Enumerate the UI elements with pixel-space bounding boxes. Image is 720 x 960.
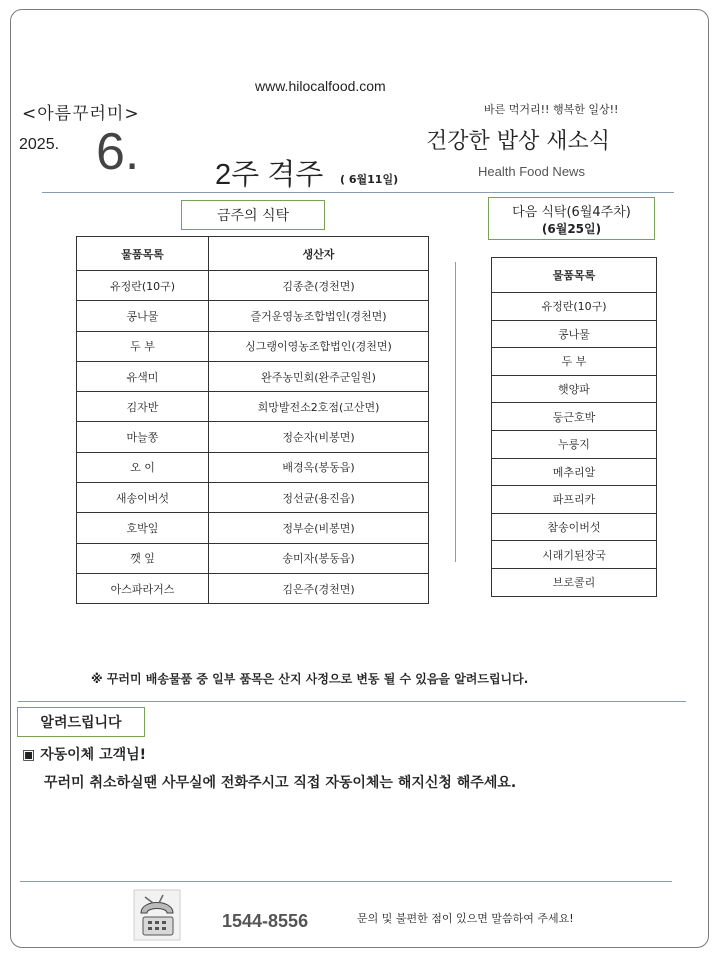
announcement-label-text: 알려드립니다 xyxy=(40,715,122,731)
table-row xyxy=(77,271,429,301)
table-row xyxy=(77,301,429,331)
vertical-divider xyxy=(455,262,456,562)
column-header: 물품목록 xyxy=(77,237,209,271)
item-name: 유색미 xyxy=(77,361,209,391)
table-row xyxy=(492,541,657,569)
table-header-row xyxy=(492,258,657,293)
this-week-table xyxy=(76,236,429,604)
telephone-icon xyxy=(133,889,181,941)
table-row xyxy=(77,331,429,361)
table-header-row xyxy=(77,237,429,271)
table-row xyxy=(77,361,429,391)
table-row xyxy=(77,422,429,452)
producer-name: 김은주(경천면) xyxy=(209,573,429,603)
item-name: 유정란(10구) xyxy=(492,293,657,321)
table-row xyxy=(77,513,429,543)
producer-name: 싱그랭이영농조합법인(경천면) xyxy=(209,331,429,361)
newsletter-subtitle: Health Food News xyxy=(478,164,585,179)
item-name: 누룽지 xyxy=(492,430,657,458)
table-row xyxy=(77,573,429,603)
next-week-label xyxy=(488,197,655,240)
item-name: 파프리카 xyxy=(492,486,657,514)
next-week-label-line2: (6월25일) xyxy=(541,221,602,236)
table-row xyxy=(492,486,657,514)
announcement-title: ▣ 자동이체 고객님! xyxy=(22,747,147,763)
producer-name: 정선균(용진읍) xyxy=(209,483,429,513)
middle-divider xyxy=(18,701,686,702)
table-row xyxy=(492,403,657,431)
next-week-label-line1: 다음 식탁(6월4주차) xyxy=(512,204,631,220)
table-row xyxy=(492,458,657,486)
announcement-label xyxy=(17,707,145,737)
item-name: 브로콜리 xyxy=(492,568,657,596)
producer-name: 배경옥(봉동읍) xyxy=(209,452,429,482)
newsletter-title: 건강한 밥상 새소식 xyxy=(426,129,611,154)
table-row xyxy=(492,568,657,596)
producer-name: 정부순(비봉면) xyxy=(209,513,429,543)
top-divider xyxy=(42,192,674,193)
table-row xyxy=(492,320,657,348)
next-week-table xyxy=(491,257,657,597)
issue-year: 2025. xyxy=(19,136,60,153)
item-name: 깻 잎 xyxy=(77,543,209,573)
item-name: 오 이 xyxy=(77,452,209,482)
announcement-text: 꾸러미 취소하실땐 사무실에 전화주시고 직접 자동이체는 해지신청 해주세요. xyxy=(44,775,517,791)
table-row xyxy=(492,348,657,376)
substitution-notice: ※ 꾸러미 배송물품 중 일부 품목은 산지 사정으로 변동 될 수 있음을 알려드립니다. xyxy=(91,672,529,686)
item-name: 아스파라거스 xyxy=(77,573,209,603)
item-name: 호박잎 xyxy=(77,513,209,543)
item-name: 김자반 xyxy=(77,392,209,422)
producer-name: 완주농민회(완주군일원) xyxy=(209,361,429,391)
issue-week: 2주 격주 xyxy=(215,159,324,191)
item-name: 새송이버섯 xyxy=(77,483,209,513)
table-row xyxy=(77,452,429,482)
table-row xyxy=(492,513,657,541)
item-name: 시래기된장국 xyxy=(492,541,657,569)
item-name: 콩나물 xyxy=(492,320,657,348)
item-name: 유정란(10구) xyxy=(77,271,209,301)
this-week-label-text: 금주의 식탁 xyxy=(216,208,290,224)
table-row xyxy=(492,430,657,458)
producer-name: 김종춘(경천면) xyxy=(209,271,429,301)
item-name: 콩나물 xyxy=(77,301,209,331)
item-name: 참송이버섯 xyxy=(492,513,657,541)
producer-name: 희망발전소2호점(고산면) xyxy=(209,392,429,422)
phone-number[interactable]: 1544-8556 xyxy=(222,911,309,931)
slogan: 바른 먹거리!! 행복한 일상!! xyxy=(484,103,619,116)
table-row xyxy=(77,392,429,422)
item-name: 둥근호박 xyxy=(492,403,657,431)
table-row xyxy=(77,483,429,513)
producer-name: 정순자(비봉면) xyxy=(209,422,429,452)
producer-name: 즐거운영농조합법인(경천면) xyxy=(209,301,429,331)
table-row xyxy=(492,375,657,403)
footer-divider xyxy=(20,881,672,882)
this-week-label xyxy=(181,200,325,230)
table-row xyxy=(77,543,429,573)
issue-month: 6. xyxy=(96,123,140,181)
column-header: 물품목록 xyxy=(492,258,657,293)
issue-date: ( 6월11일) xyxy=(340,173,399,186)
item-name: 두 부 xyxy=(492,348,657,376)
item-name: 두 부 xyxy=(77,331,209,361)
contact-note: 문의 및 불편한 점이 있으면 말씀하여 주세요! xyxy=(357,912,574,925)
table-row xyxy=(492,293,657,321)
producer-name: 송미자(봉동읍) xyxy=(209,543,429,573)
item-name: 메추리알 xyxy=(492,458,657,486)
item-name: 마늘쫑 xyxy=(77,422,209,452)
brand-name: <아름꾸러미> xyxy=(22,104,140,124)
item-name: 햇양파 xyxy=(492,375,657,403)
website-url[interactable]: www.hilocalfood.com xyxy=(255,78,386,94)
column-header: 생산자 xyxy=(209,237,429,271)
